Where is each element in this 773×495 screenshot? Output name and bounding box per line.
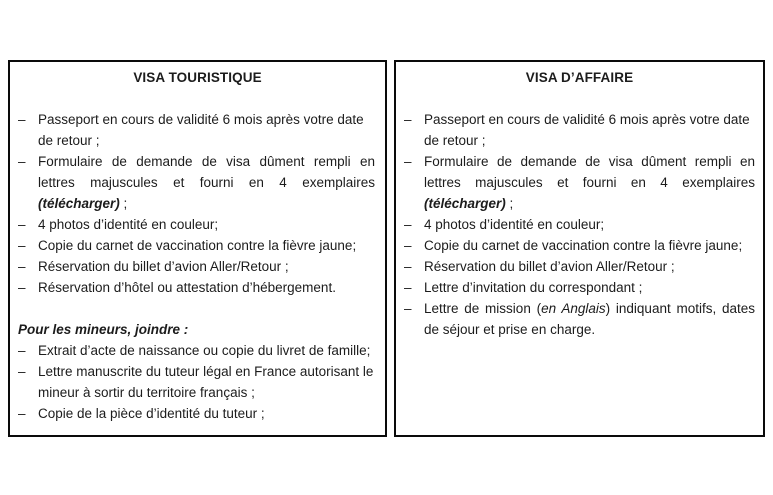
requirement-item: [396, 235, 763, 256]
requirement-text: Réservation d’hôtel ou attestation d’hébergement.: [38, 280, 336, 295]
dash-bullet-marker: –: [18, 406, 26, 421]
dash-bullet-marker: –: [18, 154, 26, 169]
sub-heading: [10, 319, 385, 340]
visa-affaire-title: VISA D’AFFAIRE: [525, 70, 634, 85]
paragraph-spacer: [10, 298, 385, 319]
requirement-item: [396, 298, 763, 340]
dash-bullet-marker: –: [18, 112, 26, 127]
requirement-text: Extrait d’acte de naissance ou copie du livret de famille;: [38, 343, 371, 358]
title-gap: [10, 88, 385, 109]
dash-bullet-marker: –: [404, 301, 412, 316]
dash-bullet-marker: –: [404, 280, 412, 295]
requirement-item: [10, 361, 385, 403]
visa-affaire-requirements-list: [396, 109, 763, 340]
requirement-item: [10, 151, 385, 214]
dash-bullet-marker: –: [18, 259, 26, 274]
requirement-item: [10, 403, 385, 424]
visa-touristique-box: [8, 60, 387, 437]
dash-bullet-marker: –: [18, 238, 26, 253]
requirement-text: Lettre d’invitation du correspondant ;: [424, 280, 643, 295]
dash-bullet-marker: –: [404, 154, 412, 169]
dash-bullet-marker: –: [404, 112, 412, 127]
title-gap: [396, 88, 763, 109]
requirement-item: [10, 256, 385, 277]
dash-bullet-marker: –: [18, 280, 26, 295]
requirement-item: [10, 277, 385, 298]
requirement-text: Lettre manuscrite du tuteur légal en France autorisant le mineur à sortir du territoire français ;: [38, 364, 374, 400]
requirement-text: Réservation du billet d’avion Aller/Retour ;: [424, 259, 675, 274]
requirement-text: Copie du carnet de vaccination contre la fièvre jaune;: [38, 238, 357, 253]
dash-bullet-marker: –: [18, 364, 26, 379]
requirement-text: Passeport en cours de validité 6 mois après votre date de retour ;: [38, 112, 364, 148]
requirement-item: [396, 109, 763, 151]
dash-bullet-marker: –: [404, 259, 412, 274]
requirement-text: Copie du carnet de vaccination contre la fièvre jaune;: [424, 238, 743, 253]
requirement-item: [10, 214, 385, 235]
dash-bullet-marker: –: [18, 217, 26, 232]
requirement-text: 4 photos d’identité en couleur;: [424, 217, 605, 232]
requirement-text: Formulaire de demande de visa dûment rempli en lettres majuscules et fourni en 4 exemplaires (télécharger) ;: [424, 154, 755, 211]
visa-affaire-box: [394, 60, 765, 437]
dash-bullet-marker: –: [18, 343, 26, 358]
requirement-text: Lettre de mission (en Anglais) indiquant motifs, dates de séjour et prise en charge.: [424, 301, 756, 337]
requirement-item: [396, 277, 763, 298]
requirement-item: [396, 151, 763, 214]
dash-bullet-marker: –: [404, 238, 412, 253]
requirement-text: Copie de la pièce d’identité du tuteur ;: [38, 406, 265, 421]
dash-bullet-marker: –: [404, 217, 412, 232]
requirement-item: [10, 235, 385, 256]
visa-touristique-requirements-list: [10, 109, 385, 424]
requirement-text: Formulaire de demande de visa dûment rempli en lettres majuscules et fourni en 4 exemplaires (télécharger) ;: [38, 154, 375, 211]
requirement-item: [396, 214, 763, 235]
requirement-text: 4 photos d’identité en couleur;: [38, 217, 219, 232]
visa-touristique-title: VISA TOURISTIQUE: [133, 70, 262, 85]
requirement-text: Réservation du billet d’avion Aller/Retour ;: [38, 259, 289, 274]
requirement-text: Pour les mineurs, joindre :: [18, 322, 189, 337]
requirement-text: Passeport en cours de validité 6 mois après votre date de retour ;: [424, 112, 750, 148]
requirement-item: [396, 256, 763, 277]
requirement-item: [10, 340, 385, 361]
requirement-item: [10, 109, 385, 151]
